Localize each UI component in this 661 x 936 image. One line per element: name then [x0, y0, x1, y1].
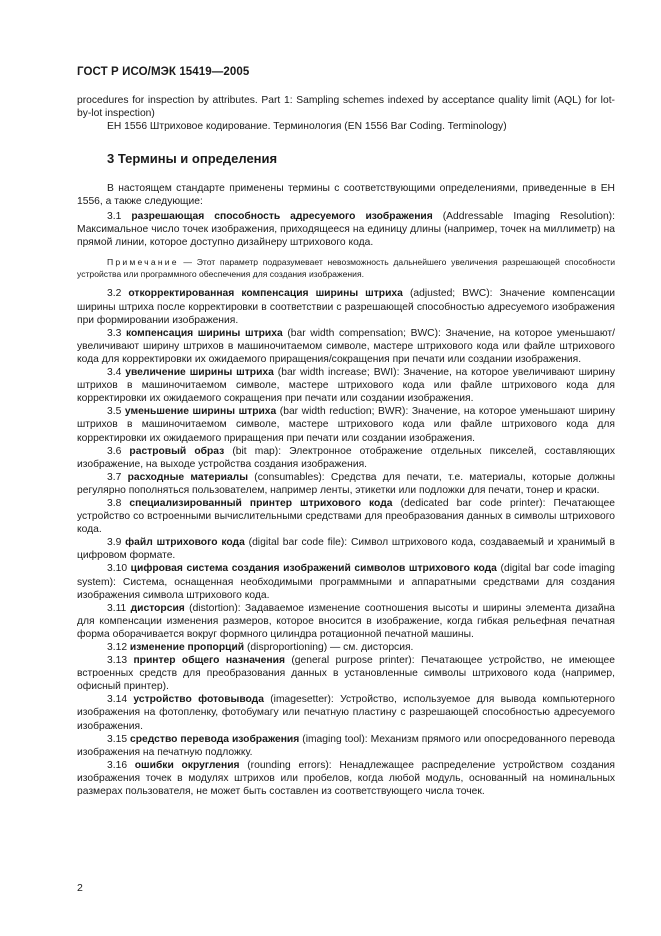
term-definition: (bar width compensation; BWC): Значение, на которое уменьшают/увеличивают ширину штрихов в машиночитаемом символе, мастере штрихового кода или файле штрихового кода для корректировки их ожидаемого приращения/сокращения при печати или создании изображения. [77, 327, 615, 365]
term-3-2 [77, 287, 615, 326]
term-definition: (distortion): Задаваемое изменение соотношения высоты и ширины элемента дизайна для компенсации изменения размеров, которое вносится в изображение, когда гибкая рельефная печатная форма оборачивается вокруг формного цилиндра ротационной печатной машины. [77, 602, 615, 640]
term-name: изменение пропорций [129, 642, 245, 653]
term-3-7 [77, 471, 615, 497]
term-number: 3.6 [107, 445, 122, 457]
term-name: принтер общего назначения [133, 655, 285, 667]
term-definition: (imaging tool): Механизм прямого или опосредованного перевода изображения на печатную подложку. [77, 733, 615, 758]
term-name: расходные материалы [127, 471, 249, 483]
term-definition: (digital bar code file): Символ штрихового кода, создаваемый и хранимый в цифровом формате. [77, 537, 615, 562]
term-number: 3.3 [107, 327, 122, 339]
term-3-5 [77, 405, 615, 444]
term-name: растровый образ [129, 445, 225, 457]
term-3-8 [77, 497, 615, 536]
terms-content [77, 182, 615, 798]
term-name: дисторсия [130, 602, 185, 614]
term-definition: (bar width increase; BWI): Значение, на которое увеличивают ширину штрихов в машиночитаемом символе, мастере штрихового кода или файле штрихового кода для корректировки их ожидаемого сокращения при печати или создании изображения. [77, 367, 615, 405]
section-title: 3 Термины и определения [107, 151, 278, 166]
document-header: ГОСТ Р ИСО/МЭК 15419—2005 [77, 66, 250, 78]
term-name: увеличение ширины штриха [125, 367, 274, 379]
term-number: 3.8 [107, 497, 122, 509]
intro-paragraph: В настоящем стандарте применены термины с соответствующими определениями, приведенные в ЕН 1556, а также следующие: [77, 183, 615, 208]
term-3-11 [77, 602, 615, 641]
term-3-16 [77, 759, 615, 798]
term-definition: (imagesetter): Устройство, используемое для вывода компьютерного изображения на фотопленку, фотобумагу или печатную пластину с разрешающей способностью адресуемого изображения. [77, 694, 615, 732]
term-number: 3.15 [107, 733, 128, 745]
term-definition: (disproportioning) — см. дисторсия. [244, 642, 414, 653]
term-definition: (dedicated bar code printer): Печатающее устройство со встроенными вычислительными средствами для преобразования данных в символы штрихового кода. [77, 497, 615, 536]
term-3-10 [77, 562, 615, 601]
term-number: 3.2 [107, 288, 122, 300]
term-3-3 [77, 327, 615, 366]
term-number: 3.7 [107, 471, 122, 483]
term-name: специализированный принтер штрихового кода [129, 497, 393, 509]
note-label: Примечание [107, 257, 179, 268]
page-number: 2 [77, 882, 83, 894]
term-name: устройство фотовывода [133, 694, 264, 706]
term-name: уменьшение ширины штриха [124, 406, 277, 418]
term-definition: (digital bar code imaging system): Система, оснащенная необходимыми программными и аппаратными средствами для создания изображения символа штрихового кода. [77, 563, 615, 601]
note-text: — Этот параметр подразумевает невозможность дальнейшего увеличения разрешающей способности устройства или программного обеспечения для создания изображения. [77, 257, 615, 280]
term-definition: (Addressable Imaging Resolution): Максимальное число точек изображения, приходящееся на единицу длины (например, точек на миллиметр) на прямой линии, которое доступно дизайнеру штрихового кода. [77, 211, 615, 249]
note-paragraph [77, 256, 615, 280]
term-number: 3.11 [107, 602, 127, 614]
term-number: 3.9 [107, 537, 122, 549]
term-3-12 [77, 641, 615, 654]
term-3-4 [77, 366, 615, 405]
term-3-1 [77, 210, 615, 249]
term-3-6 [77, 445, 615, 471]
term-number: 3.1 [107, 211, 122, 223]
term-definition: (bit map): Электронное отображение отдельных пикселей, составляющих изображение, на выходе устройства создания изображения. [77, 445, 615, 470]
term-definition: (rounding errors): Ненадлежащее распределение устройством создания изображения точек в модулях штрихов или пробелов, когда любой модуль, основанный на номинальных размерах пользователя, не может быть составлен из соответствующего числа точек. [77, 759, 615, 798]
term-3-15 [77, 733, 615, 759]
term-3-14 [77, 693, 615, 732]
term-number: 3.16 [107, 759, 128, 771]
term-definition: (adjusted; BWC): Значение компенсации ширины штриха после корректировки в соответствии с разрешающей способностью адресуемого изображения при формировании изображения. [77, 288, 615, 326]
term-name: ошибки округления [134, 759, 240, 771]
term-number: 3.14 [107, 694, 128, 706]
reference-en-1556: ЕН 1556 Штриховое кодирование. Терминология (EN 1556 Bar Coding. Terminology) [107, 121, 507, 133]
term-name: откорректированная компенсация ширины штриха [128, 288, 403, 300]
term-number: 3.5 [107, 406, 122, 418]
term-3-9 [77, 536, 615, 562]
term-definition: (bar width reduction; BWR): Значение, на которое уменьшают ширину штрихов в машиночитаемом символе, мастере штрихового кода или файле штрихового кода для корректировки их ожидаемого приращения при печати или создании изображения. [77, 406, 615, 444]
reference-continuation: procedures for inspection by attributes. Part 1: Sampling schemes indexed by acceptance quality limit (AQL) for lot-by-lot inspection) [77, 95, 615, 120]
term-name: компенсация ширины штриха [125, 327, 283, 339]
term-number: 3.4 [107, 367, 122, 379]
term-number: 3.12 [107, 642, 128, 653]
term-3-13 [77, 654, 615, 693]
term-name: файл штрихового кода [125, 537, 245, 549]
term-name: разрешающая способность адресуемого изображения [131, 211, 433, 223]
term-name: средство перевода изображения [130, 733, 300, 745]
term-number: 3.10 [107, 563, 128, 575]
term-definition: (consumables): Средства для печати, т.е. материалы, которые должны регулярно пополняться пользователем, например ленты, этикетки или подложки для печати, тонер и краски. [77, 471, 615, 496]
term-number: 3.13 [107, 655, 128, 667]
term-definition: (general purpose printer): Печатающее устройство, не имеющее встроенных средств для преобразования данных в установленные символы штрихового кода (например, офисный принтер). [77, 655, 615, 693]
references-block [77, 94, 615, 133]
term-name: цифровая система создания изображений символов штрихового кода [130, 563, 497, 575]
